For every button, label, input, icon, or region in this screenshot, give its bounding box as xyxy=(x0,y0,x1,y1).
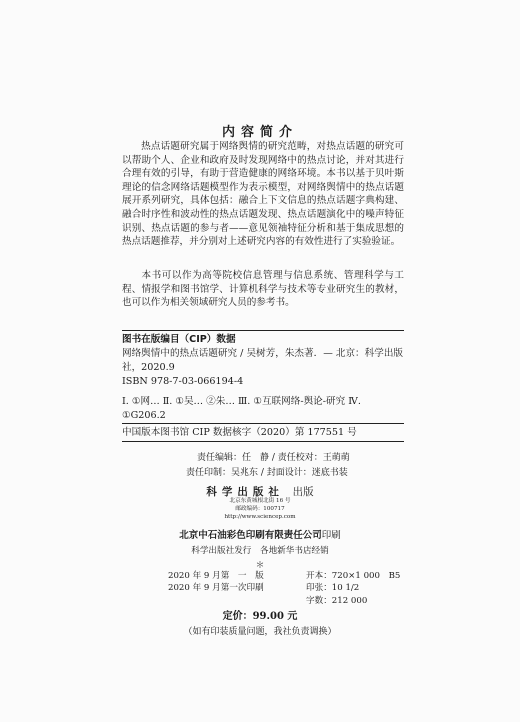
printing: 2020 年 9 月第一次印刷 xyxy=(168,583,264,594)
cip-entry-line-2: 社，2020.9 xyxy=(122,362,175,373)
printer-suffix: 印刷 xyxy=(321,530,341,541)
price: 定价：99.00 元 xyxy=(222,611,298,622)
publisher-name xyxy=(0,484,520,499)
detail-row xyxy=(168,582,400,594)
publisher-suffix: 出版 xyxy=(292,486,314,498)
summary-paragraph-2-text: 本书可以作为高等院校信息管理与信息系统、管理科学与工程、情报学和图书馆学、计算机科学与技术等专业研究生的教材，也可以作为相关领域研究人员的参考书。 xyxy=(122,270,404,309)
publication-details xyxy=(168,570,400,607)
distribution-line: 科学出版社发行 各地新华书店经销 xyxy=(191,546,329,556)
format: 开本：720×1 000 B5 xyxy=(306,571,401,581)
cip-entry-line-1: 网络舆情中的热点话题研究 / 吴树芳，朱杰著．— 北京：科学出版 xyxy=(122,348,404,359)
detail-row xyxy=(168,570,400,582)
summary-title: 内容简介 xyxy=(221,125,298,140)
edition: 2020 年 9 月第 一 版 xyxy=(168,571,264,581)
detail-row xyxy=(168,595,400,607)
summary-paragraph-2 xyxy=(122,269,404,310)
cip-header: 图书在版编目（CIP）数据 xyxy=(122,334,236,345)
cip-classification-line-2: ①G206.2 xyxy=(122,410,166,421)
credit-printing-design: 责任印制：吴兆东 / 封面设计：迷底书装 xyxy=(186,468,348,478)
publisher-name-text: 科学出版社 xyxy=(206,486,284,498)
sheets: 印张：10 1/2 xyxy=(306,583,360,594)
publisher-address: 北京东黄城根北街 16 号 xyxy=(229,498,291,504)
publisher-website: http://www.sciencep.com xyxy=(224,514,296,520)
cip-classification-line-1: Ⅰ. ①网… Ⅱ. ①吴… ②朱… Ⅲ. ①互联网络-舆论-研究 Ⅳ. xyxy=(122,396,361,407)
star-separator: ＊ xyxy=(255,561,265,571)
printer-line xyxy=(0,527,520,541)
cip-footer: 中国版本图书馆 CIP 数据核字（2020）第 177551 号 xyxy=(122,423,404,441)
cip-isbn: ISBN 978-7-03-066194-4 xyxy=(122,376,244,387)
summary-paragraph-1-text: 热点话题研究属于网络舆情的研究范畴，对热点话题的研究可以帮助个人、企业和政府及时发现网络中的热点讨论，并对其进行合理有效的引导，有助于营造健康的网络环境。本书以基于贝叶斯理论的信念网络话题模型作为表示模型，对网络舆情中的热点话题展开系列研究，具体包括：融合上下文信息的热点话题字典构建、融合时序性和波动性的热点话题发现、热点话题演化中的噪声特征识别、热点话题的参与者——意见领袖特征分析和基于集成思想的热点话题推荐，并分别对上述研究内容的有效性进行了实验验证。 xyxy=(122,141,404,248)
credit-editors: 责任编辑：任 静 / 责任校对：王萌萌 xyxy=(197,453,350,463)
empty-cell xyxy=(168,595,306,607)
summary-paragraph-1 xyxy=(122,140,404,249)
quality-notice: （如有印装质量问题，我社负责调换） xyxy=(183,627,337,637)
printer-name: 北京中石油彩色印刷有限责任公司 xyxy=(179,530,322,541)
publisher-postcode: 邮政编码：100717 xyxy=(235,506,285,512)
cip-block xyxy=(122,330,404,442)
word-count: 字数：212 000 xyxy=(306,595,368,606)
